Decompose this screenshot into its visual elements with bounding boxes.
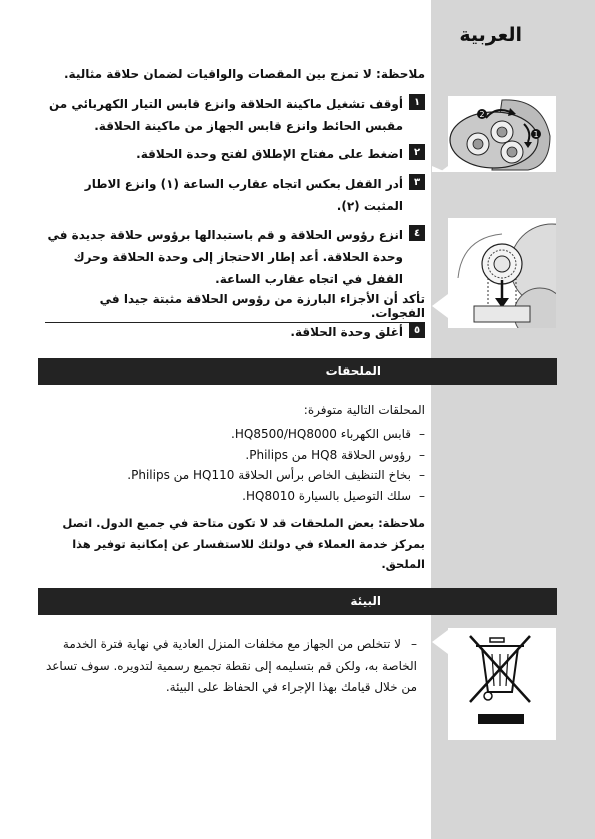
step-number: ٤ <box>409 225 425 241</box>
step-text: اضغط على مفتاح الإطلاق لفتح وحدة الحلاقة. <box>136 147 403 161</box>
step-5 <box>45 321 425 343</box>
list-item: –رؤوس الحلاقة HQ8 من Philips. <box>245 447 425 462</box>
step-text: أوقف تشغيل ماكينة الحلاقة وانزع قابس التيار الكهربائي من مقبس الحائط وانزع قابس الجهاز من ماكينة الحلاقة. <box>48 97 403 134</box>
accessories-intro: المحلقات التالية متوفرة: <box>303 403 425 417</box>
accessories-list <box>45 424 425 507</box>
figure-recycle <box>432 628 556 740</box>
list-item: –بخاخ التنظيف الخاص برأس الحلاقة HQ110 من Philips. <box>127 468 425 483</box>
figure-label-2: 2 <box>479 110 485 119</box>
accessories-heading: الملحقات <box>38 358 557 385</box>
step-text: انزع رؤوس الحلاقة و قم باستبدالها برؤوس حلاقة جديدة في وحدة الحلاقة. أعد إطار الاحتجاز إلى وحدة الحلاقة وحرك القفل في اتجاه عقارب الساعة. <box>47 228 403 287</box>
figure-label-1: 1 <box>533 130 539 139</box>
step-text: أغلق وحدة الحلاقة. <box>290 325 403 339</box>
step-4 <box>45 224 425 291</box>
figure-unlock-ring <box>432 96 556 172</box>
language-title: العربية <box>459 24 522 46</box>
step-number: ١ <box>409 94 425 110</box>
tip-line: تأكد أن الأجزاء البارزة من رؤوس الحلاقة مثبتة جيدا في الفجوات. <box>45 292 425 323</box>
step-2 <box>45 143 425 165</box>
step-3 <box>45 173 425 217</box>
step-number: ٢ <box>409 144 425 160</box>
step-1 <box>45 93 425 137</box>
step-number: ٥ <box>409 322 425 338</box>
list-item: –قابس الكهرباء HQ8500/HQ8000. <box>231 427 425 441</box>
step-number: ٣ <box>409 174 425 190</box>
list-item: –سلك التوصيل بالسيارة HQ8010. <box>242 488 425 503</box>
step-text: أدر القفل بعكس اتجاه عقارب الساعة (١) وانزع الاطار المثبت (٢). <box>84 177 403 214</box>
environment-text: –لا تتخلص من الجهاز مع مخلفات المنزل العادية في نهاية فترة الخدمة الخاصة به، ولكن قم بتسليمه إلى نقطة تجميع رسمية لتدويره. سوف تساعد من خلال قيامك بهذا الإجراء في الحفاظ على البيئة. <box>45 637 417 695</box>
environment-heading: البيئة <box>38 588 557 615</box>
mixing-note: ملاحظة: لا تمزج بين المقصات والواقيات لضمان حلاقة مثالية. <box>64 67 425 81</box>
accessories-note: ملاحظة: بعض الملحقات قد لا تكون متاحة في جميع الدول. اتصل بمركز خدمة العملاء في دولتك للاستفسار عن إمكانية توفير هذا الملحق. <box>62 516 425 572</box>
figure-replace-heads <box>432 218 556 328</box>
